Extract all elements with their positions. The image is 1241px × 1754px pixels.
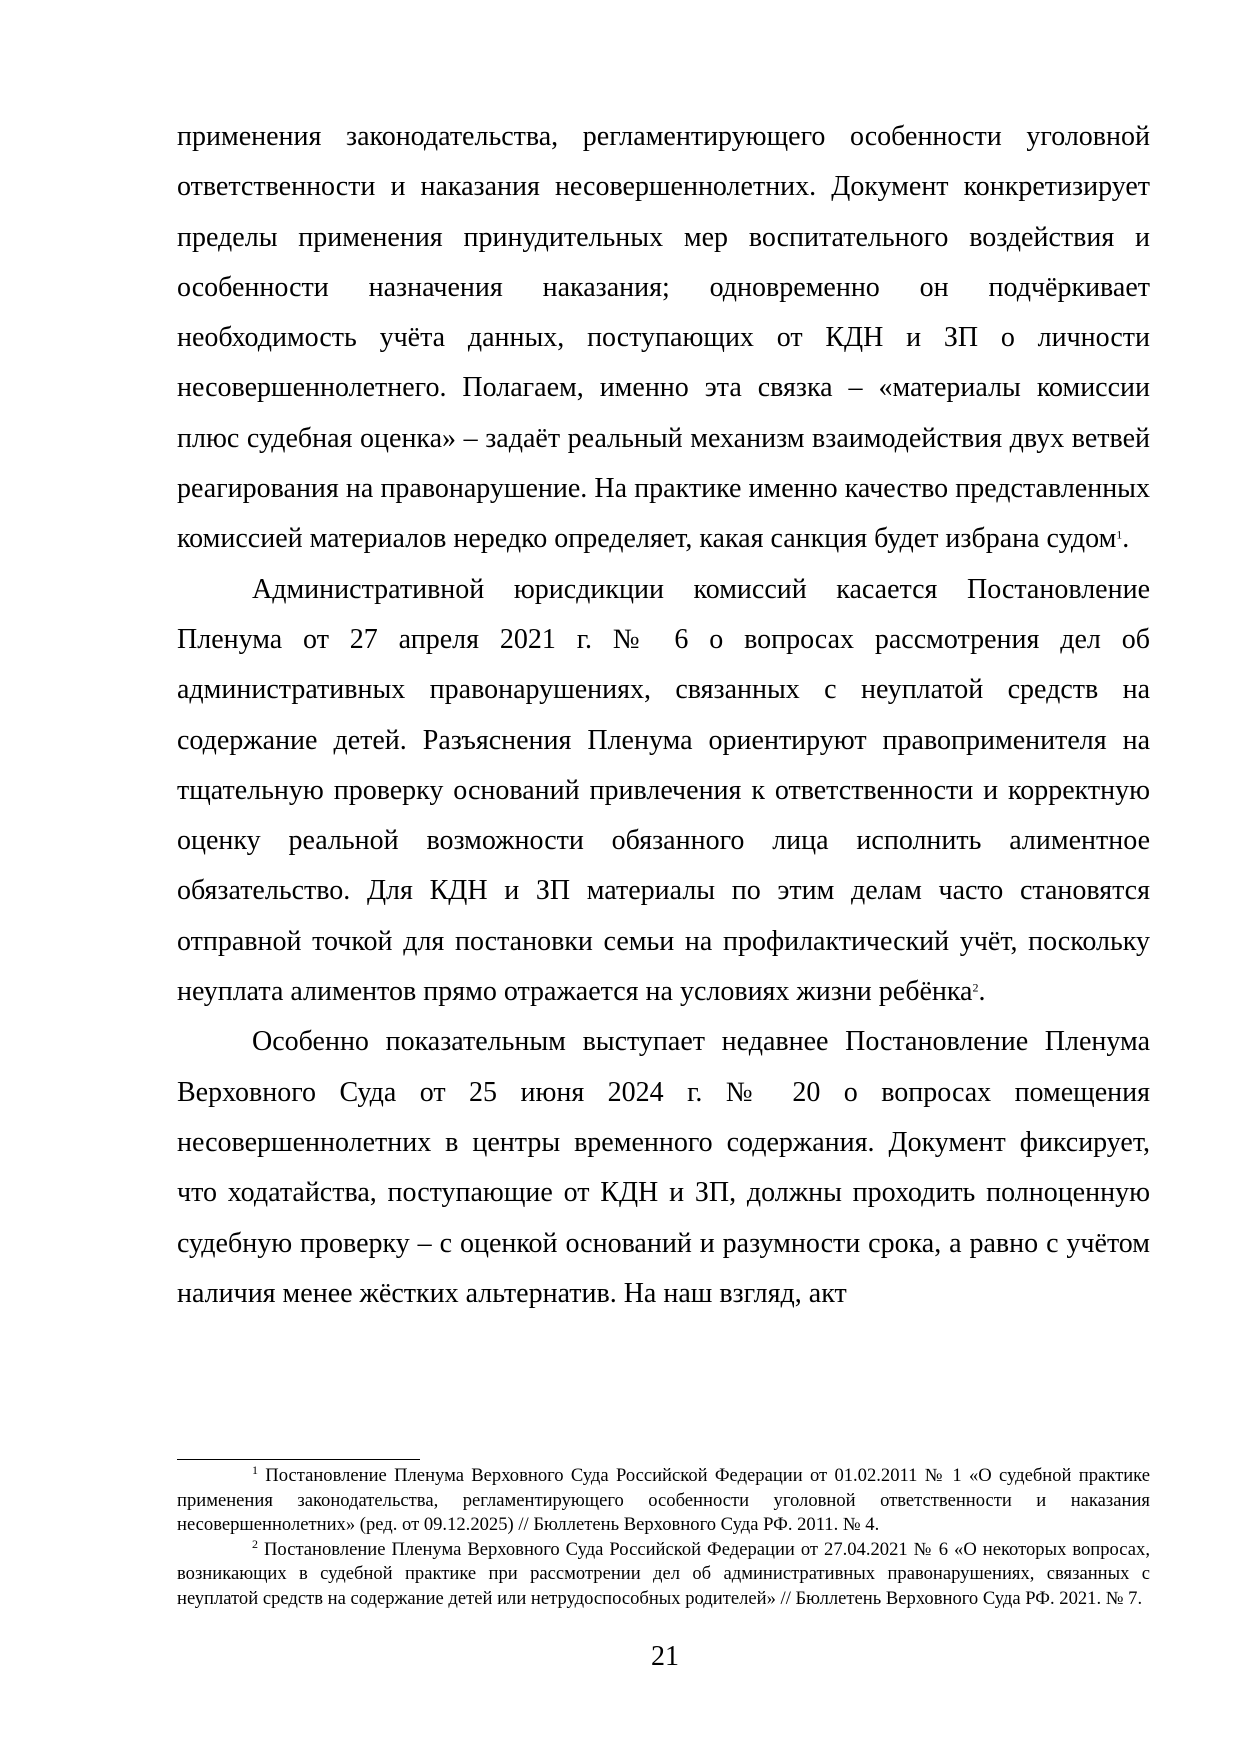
paragraph-2 [177, 565, 1150, 1018]
footnotes [177, 1464, 1150, 1611]
footnote-1-text: Постановление Пленума Верховного Суда Российской Федерации от 01.02.2011 № 1 «О судебной практике применения законодательства, регламентирующего особенности уголовной ответственности и наказания несовершеннолетних» (ред. от 09.12.2025) // Бюллетень Верховного Суда РФ. 2011. № 4. [177, 1465, 1150, 1535]
body-text [177, 112, 1150, 1319]
footnote-1-number: 1 [252, 1462, 258, 1477]
footnote-ref-1[interactable]: 1 [1116, 527, 1123, 542]
paragraph-3-text: Особенно показательным выступает недавнее Постановление Пленума Верховного Суда от 25 июня 2024 г. № 20 о вопросах помещения несовершеннолетних в центры временного содержания. Документ фиксирует, что ходатайства, поступающие от КДН и ЗП, должны проходить полноценную судебную проверку – с оценкой оснований и разумности срока, а равно с учётом наличия менее жёстких альтернатив. На наш взгляд, акт [177, 1026, 1150, 1309]
paragraph-1-end: . [1122, 523, 1130, 555]
paragraph-1-text: применения законодательства, регламентирующего особенности уголовной ответственности и наказания несовершеннолетних. Документ конкретизирует пределы применения принудительных мер воспитательного воздействия и особенности назначения наказания; одновременно он подчёркивает необходимость учёта данных, поступающих от КДН и ЗП о личности несовершеннолетнего. Полагаем, именно эта связка – «материалы комиссии плюс судебная оценка» – задаёт реальный механизм взаимодействия двух ветвей реагирования на правонарушение. На практике именно качество представленных комиссией материалов нередко определяет, какая санкция будет избрана судом [177, 121, 1150, 555]
paragraph-1 [177, 112, 1150, 565]
footnote-2-text: Постановление Пленума Верховного Суда Российской Федерации от 27.04.2021 № 6 «О некоторых вопросах, возникающих в судебной практике при рассмотрении дел об административных правонарушениях, связанных с неуплатой средств на содержание детей или нетрудоспособных родителей» // Бюллетень Верховного Суда РФ. 2021. № 7. [177, 1538, 1150, 1609]
paragraph-2-text: Административной юрисдикции комиссий касается Постановление Пленума от 27 апреля 2021 г. № 6 о вопросах рассмотрения дел об административных правонарушениях, связанных с неуплатой средств на содержание детей. Разъяснения Пленума ориентируют правоприменителя на тщательную проверку оснований привлечения к ответственности и корректную оценку реальной возможности обязанного лица исполнить алиментное обязательство. Для КДН и ЗП материалы по этим делам часто становятся отправной точкой для постановки семьи на профилактический учёт, поскольку неуплата алиментов прямо отражается на условиях жизни ребёнка [177, 573, 1150, 1008]
paragraph-3 [177, 1017, 1150, 1319]
footnote-2-number: 2 [252, 1536, 258, 1551]
footnote-2 [177, 1538, 1150, 1612]
footnote-1 [177, 1464, 1150, 1538]
paragraph-2-end: . [978, 976, 986, 1008]
footnote-separator [177, 1459, 420, 1460]
footnote-ref-2[interactable]: 2 [972, 980, 979, 995]
page-number: 21 [651, 1641, 679, 1672]
